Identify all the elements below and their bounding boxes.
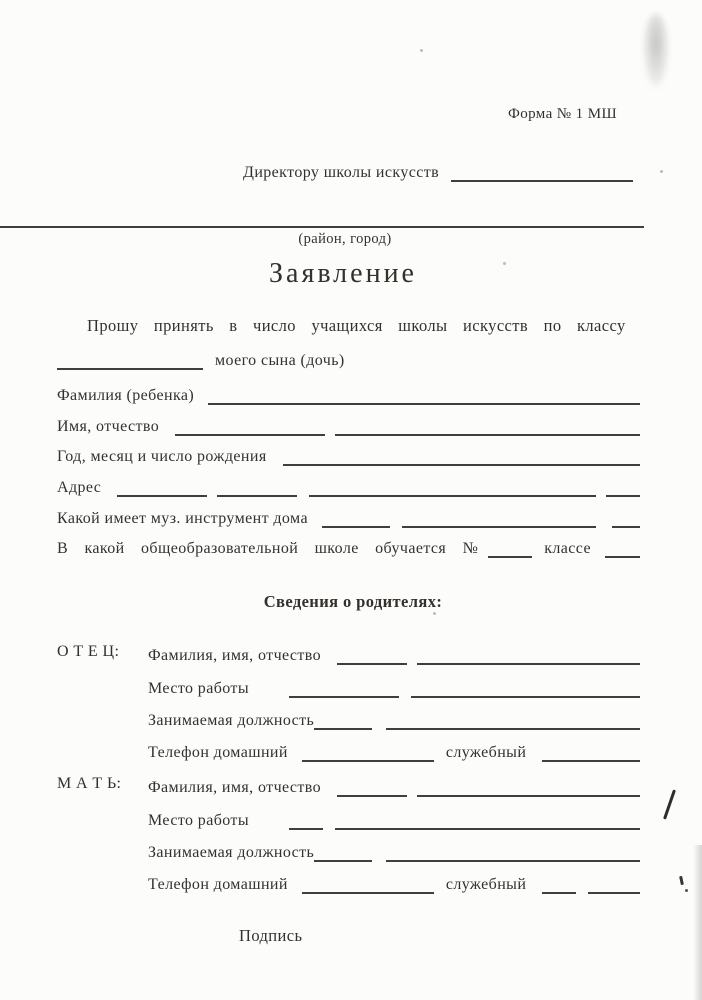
mother-role-label: М А Т Ь: <box>57 775 122 792</box>
scan-speck <box>503 262 506 265</box>
birthdate-label: Год, месяц и число рождения <box>57 448 267 465</box>
surname-blank <box>208 389 640 405</box>
handwritten-slash-mark <box>663 789 676 819</box>
mother-phone-work-blank-segment <box>542 878 576 894</box>
father-work-line <box>148 676 640 698</box>
school-number-blank <box>488 542 532 558</box>
mother-phone-work-blank-segment <box>588 878 640 894</box>
signature-label: Подпись <box>239 926 303 945</box>
father-position-label: Занимаемая должность <box>148 712 315 729</box>
address-blank-segment <box>117 481 207 497</box>
field-school <box>57 536 640 558</box>
parents-section-header: Сведения о родителях: <box>263 592 443 611</box>
father-work-blank-segment <box>289 682 399 698</box>
mother-fio-blank-segment <box>337 781 407 797</box>
mother-work-label: Место работы <box>148 812 249 829</box>
intro-line-2-text: моего сына (дочь) <box>215 352 345 369</box>
mother-phone-home-blank <box>302 878 434 894</box>
mother-phone-work-label: служебный <box>445 876 527 893</box>
instrument-label: Какой имеет муз. инструмент дома <box>57 510 308 527</box>
addressee-caption: (район, город) <box>298 231 392 247</box>
name-blank-segment <box>175 420 325 436</box>
field-address <box>57 475 640 497</box>
mother-phone-line <box>148 872 640 894</box>
scan-edge-shadow <box>693 845 702 1000</box>
father-phone-work-blank <box>542 746 640 762</box>
small-pen-mark <box>679 876 684 885</box>
father-fio-blank-segment <box>417 649 640 665</box>
mother-fio-line <box>148 775 640 797</box>
father-fio-blank-segment <box>337 649 407 665</box>
mother-work-blank-segment <box>335 814 640 830</box>
mother-fio-blank-segment <box>417 781 640 797</box>
mother-position-blank-segment <box>386 846 640 862</box>
field-name <box>57 414 640 436</box>
father-phone-line <box>148 740 640 762</box>
scan-speck <box>433 612 436 615</box>
intro-line-1: Прошу принять в число учащихся школы искусств по классу <box>87 316 626 335</box>
class-blank-segment <box>57 354 75 370</box>
father-position-line <box>148 708 640 730</box>
mother-phone-home-label: Телефон домашний <box>148 876 288 893</box>
mother-position-label: Занимаемая должность <box>148 844 315 861</box>
address-blank-segment <box>309 481 596 497</box>
mother-position-blank-segment <box>314 846 372 862</box>
school-class-blank <box>605 542 640 558</box>
school-class-label: классе <box>544 540 592 557</box>
mother-position-line <box>148 840 640 862</box>
addressee-rule-line <box>0 226 644 228</box>
father-fio-label: Фамилия, имя, отчество <box>148 647 322 664</box>
father-work-blank-segment <box>411 682 640 698</box>
father-role-label: О Т Е Ц: <box>57 643 120 660</box>
instrument-blank-segment <box>402 512 596 528</box>
birthdate-blank <box>283 450 640 466</box>
address-label: Адрес <box>57 479 102 496</box>
address-blank-segment <box>217 481 297 497</box>
scan-speck <box>420 49 423 52</box>
mother-work-blank-segment <box>289 814 323 830</box>
scan-speck <box>660 170 663 173</box>
father-work-label: Место работы <box>148 680 249 697</box>
instrument-blank-segment <box>322 512 390 528</box>
class-blank-segment <box>75 354 203 370</box>
address-blank-segment <box>606 481 640 497</box>
addressee-label: Директору школы искусств <box>243 164 440 181</box>
father-phone-work-label: служебный <box>445 744 527 761</box>
mother-work-line <box>148 808 640 830</box>
field-instrument <box>57 506 640 528</box>
addressee-blank <box>451 166 633 182</box>
mother-fio-label: Фамилия, имя, отчество <box>148 779 322 796</box>
field-birthdate <box>57 444 640 466</box>
intro-line-2 <box>57 348 640 370</box>
instrument-blank-segment <box>612 512 640 528</box>
form-code: Форма № 1 МШ <box>507 106 617 122</box>
field-surname <box>57 383 640 405</box>
name-blank-segment <box>335 420 640 436</box>
father-phone-home-blank <box>302 746 434 762</box>
name-label: Имя, отчество <box>57 418 160 435</box>
small-pen-dot <box>685 889 688 892</box>
addressee-line <box>243 160 633 182</box>
surname-label: Фамилия (ребенка) <box>57 387 195 404</box>
father-fio-line <box>148 643 640 665</box>
scan-smudge-artifact <box>643 14 669 88</box>
page-title: Заявление <box>269 258 417 289</box>
school-label: В какой общеобразовательной школе обучается № <box>57 540 479 557</box>
father-position-blank-segment <box>314 714 372 730</box>
father-phone-home-label: Телефон домашний <box>148 744 288 761</box>
father-position-blank-segment <box>386 714 640 730</box>
